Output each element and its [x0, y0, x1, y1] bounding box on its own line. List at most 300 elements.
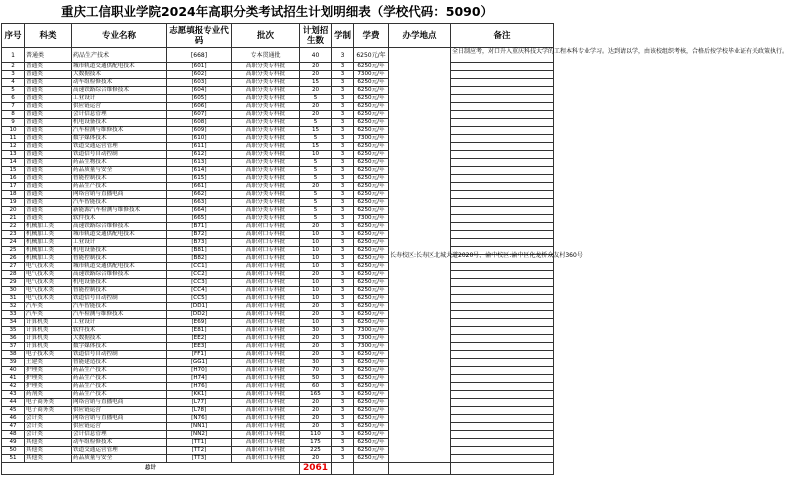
row-years: 3 — [332, 303, 354, 311]
row-plan: 20 — [300, 415, 332, 423]
row-years: 3 — [332, 391, 354, 399]
row-category: 普通类 — [25, 199, 72, 207]
row-remark — [451, 287, 554, 295]
row-remark — [451, 439, 554, 447]
row-major: 智能控制技术 — [72, 255, 167, 263]
row-batch: 高职对口专科批 — [232, 359, 300, 367]
row-batch: 高职对口专科批 — [232, 263, 300, 271]
row-no: 44 — [2, 399, 25, 407]
row-remark — [451, 103, 554, 111]
row-code: [668] — [167, 48, 232, 63]
row-years: 3 — [332, 223, 354, 231]
row-years: 3 — [332, 199, 354, 207]
row-fee: 6250元/年 — [354, 175, 389, 183]
remark-cell: 全日制应考，对口升入重庆科技大学的工程本科专业学习。达到请以学，由该校组织考核，合格后按学校毕业证有关政策执行。 — [451, 48, 554, 63]
row-plan: 15 — [300, 79, 332, 87]
header-fee: 学费 — [354, 24, 389, 48]
row-years: 3 — [332, 127, 354, 135]
row-batch: 高职分类专科批 — [232, 119, 300, 127]
row-remark — [451, 415, 554, 423]
row-no: 20 — [2, 207, 25, 215]
row-code: [NN1] — [167, 423, 232, 431]
row-no: 34 — [2, 319, 25, 327]
row-fee: 6250元/年 — [354, 391, 389, 399]
row-plan: 5 — [300, 95, 332, 103]
row-code: [H70] — [167, 367, 232, 375]
row-major: 数字媒体技术 — [72, 135, 167, 143]
row-category: 普通类 — [25, 215, 72, 223]
row-plan: 30 — [300, 359, 332, 367]
row-fee: 6250元/年 — [354, 247, 389, 255]
row-plan: 5 — [300, 159, 332, 167]
row-years: 3 — [332, 87, 354, 95]
row-major: 汽车检测与维修技术 — [72, 311, 167, 319]
row-category: 电子商务类 — [25, 407, 72, 415]
row-plan: 10 — [300, 151, 332, 159]
row-fee: 6250元/年 — [354, 415, 389, 423]
row-category: 计算机类 — [25, 319, 72, 327]
row-batch: 高职对口专科批 — [232, 439, 300, 447]
row-batch: 高职对口专科批 — [232, 319, 300, 327]
row-fee: 6250元/年 — [354, 447, 389, 455]
row-no: 11 — [2, 135, 25, 143]
row-remark — [451, 135, 554, 143]
row-fee: 6250元/年 — [354, 127, 389, 135]
row-fee: 6250元/年 — [354, 239, 389, 247]
row-fee: 6250元/年 — [354, 87, 389, 95]
row-batch: 高职分类专科批 — [232, 103, 300, 111]
row-years: 3 — [332, 231, 354, 239]
row-no: 42 — [2, 383, 25, 391]
row-plan: 60 — [300, 383, 332, 391]
row-fee: 6250元/年 — [354, 111, 389, 119]
row-remark — [451, 71, 554, 79]
row-major: 软件技术 — [72, 215, 167, 223]
table-row — [2, 351, 554, 359]
row-fee: 6250元/年 — [354, 223, 389, 231]
row-remark — [451, 151, 554, 159]
row-no: 7 — [2, 103, 25, 111]
row-category: 电气技术类 — [25, 287, 72, 295]
row-batch: 高职对口专科批 — [232, 423, 300, 431]
table-row — [2, 183, 554, 191]
row-fee: 6250元/年 — [354, 143, 389, 151]
row-code: [CC1] — [167, 263, 232, 271]
row-fee: 6250元/年 — [354, 183, 389, 191]
row-plan: 10 — [300, 295, 332, 303]
row-major: 新能源汽车检测与维修技术 — [72, 207, 167, 215]
row-category: 普通类 — [25, 79, 72, 87]
row-category: 普通类 — [25, 95, 72, 103]
row-code: [DD1] — [167, 303, 232, 311]
row-major: 会计信息管理 — [72, 431, 167, 439]
row-no: 14 — [2, 159, 25, 167]
row-major: 药品生产技术 — [72, 383, 167, 391]
row-plan: 20 — [300, 351, 332, 359]
row-fee: 6250元/年 — [354, 351, 389, 359]
table-row — [2, 423, 554, 431]
row-batch: 高职分类专科批 — [232, 151, 300, 159]
row-batch: 高职对口专科批 — [232, 343, 300, 351]
row-fee: 6250元/年 — [354, 367, 389, 375]
row-years: 3 — [332, 439, 354, 447]
table-row — [2, 375, 554, 383]
row-code: [613] — [167, 159, 232, 167]
row-batch: 高职对口专科批 — [232, 431, 300, 439]
row-code: [B82] — [167, 255, 232, 263]
row-code: [603] — [167, 79, 232, 87]
row-major: 城市轨道交通供配电技术 — [72, 231, 167, 239]
row-batch: 高职对口专科批 — [232, 279, 300, 287]
row-fee: 6250元/年 — [354, 79, 389, 87]
row-batch: 高职分类专科批 — [232, 215, 300, 223]
row-fee: 6250元/年 — [354, 191, 389, 199]
row-batch: 高职对口专科批 — [232, 335, 300, 343]
row-category: 机械加工类 — [25, 231, 72, 239]
row-fee: 6250元/年 — [354, 263, 389, 271]
total-empty-cell — [451, 463, 554, 475]
row-major: 供应链运营 — [72, 407, 167, 415]
table-row — [2, 63, 554, 71]
row-years: 3 — [332, 175, 354, 183]
row-remark — [451, 295, 554, 303]
row-batch: 高职对口专科批 — [232, 255, 300, 263]
table-row — [2, 407, 554, 415]
row-category: 普通类 — [25, 135, 72, 143]
row-no: 23 — [2, 231, 25, 239]
row-remark — [451, 391, 554, 399]
row-no: 6 — [2, 95, 25, 103]
row-fee: 6250元/年 — [354, 119, 389, 127]
table-row — [2, 231, 554, 239]
row-remark — [451, 311, 554, 319]
row-plan: 20 — [300, 103, 332, 111]
table-row — [2, 391, 554, 399]
row-plan: 5 — [300, 119, 332, 127]
row-remark — [451, 263, 554, 271]
table-row — [2, 359, 554, 367]
row-category: 其他类 — [25, 455, 72, 463]
row-no: 19 — [2, 199, 25, 207]
row-major: 汽车智能技术 — [72, 199, 167, 207]
row-no: 3 — [2, 71, 25, 79]
table-row — [2, 399, 554, 407]
row-years: 3 — [332, 239, 354, 247]
row-category: 土建类 — [25, 359, 72, 367]
row-code: [614] — [167, 167, 232, 175]
table-row — [2, 103, 554, 111]
row-remark — [451, 239, 554, 247]
row-batch: 高职分类专科批 — [232, 95, 300, 103]
row-category: 机械加工类 — [25, 239, 72, 247]
row-plan: 20 — [300, 223, 332, 231]
row-code: [665] — [167, 215, 232, 223]
row-remark — [451, 367, 554, 375]
row-no: 37 — [2, 343, 25, 351]
row-fee: 6250元/年 — [354, 311, 389, 319]
row-code: [L78] — [167, 407, 232, 415]
row-category: 普通类 — [25, 151, 72, 159]
row-remark — [451, 327, 554, 335]
row-code: [L77] — [167, 399, 232, 407]
row-plan: 20 — [300, 423, 332, 431]
row-years: 3 — [332, 279, 354, 287]
row-remark — [451, 95, 554, 103]
table-row — [2, 79, 554, 87]
row-fee: 6250元/年 — [354, 255, 389, 263]
row-category: 普通类 — [25, 183, 72, 191]
row-fee: 6250元/年 — [354, 439, 389, 447]
table-row — [2, 48, 554, 63]
row-batch: 高职分类专科批 — [232, 111, 300, 119]
row-no: 29 — [2, 279, 25, 287]
row-major: 城市轨道交通供配电技术 — [72, 263, 167, 271]
row-major: 高速铁路综合维修技术 — [72, 87, 167, 95]
row-years: 3 — [332, 447, 354, 455]
page-title: 重庆工信职业学院2024年高职分类考试招生计划明细表（学校代码：5090） — [60, 4, 494, 19]
row-category: 普通类 — [25, 111, 72, 119]
row-code: [607] — [167, 111, 232, 119]
row-fee: 6250元/年 — [354, 303, 389, 311]
row-code: [NN2] — [167, 431, 232, 439]
row-years: 3 — [332, 295, 354, 303]
row-category: 电子商务类 — [25, 399, 72, 407]
row-major: 大数据技术 — [72, 335, 167, 343]
row-plan: 50 — [300, 375, 332, 383]
row-plan: 20 — [300, 111, 332, 119]
row-no: 26 — [2, 255, 25, 263]
row-remark — [451, 127, 554, 135]
table-row — [2, 311, 554, 319]
row-plan: 5 — [300, 215, 332, 223]
row-major: 工业设计 — [72, 239, 167, 247]
row-years: 3 — [332, 423, 354, 431]
table-row — [2, 303, 554, 311]
row-code: [TT3] — [167, 455, 232, 463]
row-batch: 高职分类专科批 — [232, 199, 300, 207]
row-years: 3 — [332, 183, 354, 191]
row-batch: 高职分类专科批 — [232, 135, 300, 143]
row-fee: 6250元/年 — [354, 359, 389, 367]
row-fee: 6250元/年 — [354, 287, 389, 295]
row-major: 大数据技术 — [72, 71, 167, 79]
row-plan: 20 — [300, 335, 332, 343]
row-category: 汽车类 — [25, 311, 72, 319]
total-empty-cell — [332, 463, 354, 475]
table-row — [2, 111, 554, 119]
row-major: 药品生产技术 — [72, 375, 167, 383]
row-code: [601] — [167, 63, 232, 71]
row-category: 会计类 — [25, 431, 72, 439]
row-years: 3 — [332, 255, 354, 263]
row-remark — [451, 159, 554, 167]
table-row — [2, 143, 554, 151]
row-major: 药品生产技术 — [72, 48, 167, 63]
row-no: 24 — [2, 239, 25, 247]
row-no: 1 — [2, 48, 25, 63]
header-years: 学制 — [332, 24, 354, 48]
row-major: 铁道信号自动控制 — [72, 151, 167, 159]
row-batch: 高职分类专科批 — [232, 175, 300, 183]
row-plan: 70 — [300, 367, 332, 375]
row-batch: 高职对口专科批 — [232, 367, 300, 375]
table-row — [2, 119, 554, 127]
header-code: 志愿填报专业代码 — [167, 24, 232, 48]
row-no: 33 — [2, 311, 25, 319]
row-major: 网络营销与直播电商 — [72, 191, 167, 199]
row-category: 普通类 — [25, 87, 72, 95]
row-category: 电气技术类 — [25, 271, 72, 279]
row-remark — [451, 167, 554, 175]
row-plan: 20 — [300, 63, 332, 71]
table-row — [2, 447, 554, 455]
row-years: 3 — [332, 191, 354, 199]
row-remark — [451, 119, 554, 127]
header-location: 办学地点 — [389, 24, 451, 48]
row-plan: 10 — [300, 287, 332, 295]
row-remark — [451, 431, 554, 439]
row-batch: 高职对口专科批 — [232, 327, 300, 335]
row-no: 49 — [2, 439, 25, 447]
row-batch: 高职对口专科批 — [232, 223, 300, 231]
row-category: 普通类 — [25, 207, 72, 215]
row-no: 13 — [2, 151, 25, 159]
row-no: 25 — [2, 247, 25, 255]
row-fee: 6250元/年 — [354, 279, 389, 287]
row-no: 41 — [2, 375, 25, 383]
row-years: 3 — [332, 399, 354, 407]
row-category: 计算机类 — [25, 327, 72, 335]
row-major: 工业设计 — [72, 319, 167, 327]
row-no: 47 — [2, 423, 25, 431]
row-code: [605] — [167, 95, 232, 103]
table-row — [2, 215, 554, 223]
row-major: 高速铁路综合维修技术 — [72, 271, 167, 279]
row-major: 汽车智能技术 — [72, 303, 167, 311]
row-years: 3 — [332, 375, 354, 383]
row-category: 机械加工类 — [25, 223, 72, 231]
row-category: 电子技术类 — [25, 351, 72, 359]
row-years: 3 — [332, 207, 354, 215]
row-no: 8 — [2, 111, 25, 119]
row-fee: 6250元/年 — [354, 423, 389, 431]
row-batch: 高职对口专科批 — [232, 455, 300, 463]
row-major: 高速铁路综合维修技术 — [72, 223, 167, 231]
row-major: 机电设备技术 — [72, 247, 167, 255]
row-category: 会计类 — [25, 415, 72, 423]
table-row — [2, 175, 554, 183]
row-remark — [451, 303, 554, 311]
table-row — [2, 87, 554, 95]
row-remark — [451, 223, 554, 231]
table-row — [2, 151, 554, 159]
row-major: 药品生产技术 — [72, 183, 167, 191]
row-years: 3 — [332, 335, 354, 343]
row-plan: 10 — [300, 247, 332, 255]
row-years: 3 — [332, 271, 354, 279]
table-row — [2, 127, 554, 135]
row-code: [CC4] — [167, 287, 232, 295]
table-row — [2, 335, 554, 343]
table-row — [2, 319, 554, 327]
row-remark — [451, 455, 554, 463]
row-years: 3 — [332, 215, 354, 223]
row-years: 3 — [332, 151, 354, 159]
row-fee: 6250元/年 — [354, 207, 389, 215]
row-years: 3 — [332, 319, 354, 327]
row-years: 3 — [332, 48, 354, 63]
row-years: 3 — [332, 311, 354, 319]
row-batch: 专本贯通批 — [232, 48, 300, 63]
row-batch: 高职对口专科批 — [232, 303, 300, 311]
row-code: [662] — [167, 191, 232, 199]
table-row — [2, 135, 554, 143]
row-years: 3 — [332, 79, 354, 87]
row-remark — [451, 279, 554, 287]
row-code: [FF1] — [167, 351, 232, 359]
row-years: 3 — [332, 71, 354, 79]
total-value: 2061 — [300, 463, 332, 475]
row-fee: 7300元/年 — [354, 71, 389, 79]
total-row — [2, 463, 554, 475]
row-remark — [451, 359, 554, 367]
row-major: 药品生产技术 — [72, 391, 167, 399]
row-fee: 6250元/年 — [354, 383, 389, 391]
row-remark — [451, 175, 554, 183]
table-row — [2, 287, 554, 295]
row-no: 38 — [2, 351, 25, 359]
row-code: [610] — [167, 135, 232, 143]
row-remark — [451, 79, 554, 87]
row-code: [B72] — [167, 231, 232, 239]
row-code: [664] — [167, 207, 232, 215]
row-remark — [451, 183, 554, 191]
row-plan: 20 — [300, 399, 332, 407]
row-code: [E81] — [167, 327, 232, 335]
row-fee: 6250元/年 — [354, 95, 389, 103]
row-category: 普通类 — [25, 167, 72, 175]
table-row — [2, 223, 554, 231]
row-code: [602] — [167, 71, 232, 79]
row-no: 10 — [2, 127, 25, 135]
row-code: [CC5] — [167, 295, 232, 303]
row-fee: 6250元/年 — [354, 407, 389, 415]
row-major: 网络营销与直播电商 — [72, 415, 167, 423]
row-no: 15 — [2, 167, 25, 175]
row-code: [609] — [167, 127, 232, 135]
row-batch: 高职分类专科批 — [232, 87, 300, 95]
row-code: [N76] — [167, 415, 232, 423]
row-fee: 7300元/年 — [354, 327, 389, 335]
row-plan: 30 — [300, 327, 332, 335]
row-plan: 110 — [300, 431, 332, 439]
row-code: [CC2] — [167, 271, 232, 279]
row-no: 9 — [2, 119, 25, 127]
row-batch: 高职分类专科批 — [232, 159, 300, 167]
row-fee: 6250元/年 — [354, 375, 389, 383]
table-row — [2, 327, 554, 335]
row-years: 3 — [332, 95, 354, 103]
row-major: 数字媒体技术 — [72, 343, 167, 351]
row-category: 电气技术类 — [25, 263, 72, 271]
total-label: 总计 — [2, 463, 300, 475]
row-fee: 7300元/年 — [354, 215, 389, 223]
row-category: 计算机类 — [25, 335, 72, 343]
row-category: 会计类 — [25, 423, 72, 431]
row-code: [B73] — [167, 239, 232, 247]
row-fee: 6250元/年 — [354, 103, 389, 111]
row-plan: 20 — [300, 343, 332, 351]
